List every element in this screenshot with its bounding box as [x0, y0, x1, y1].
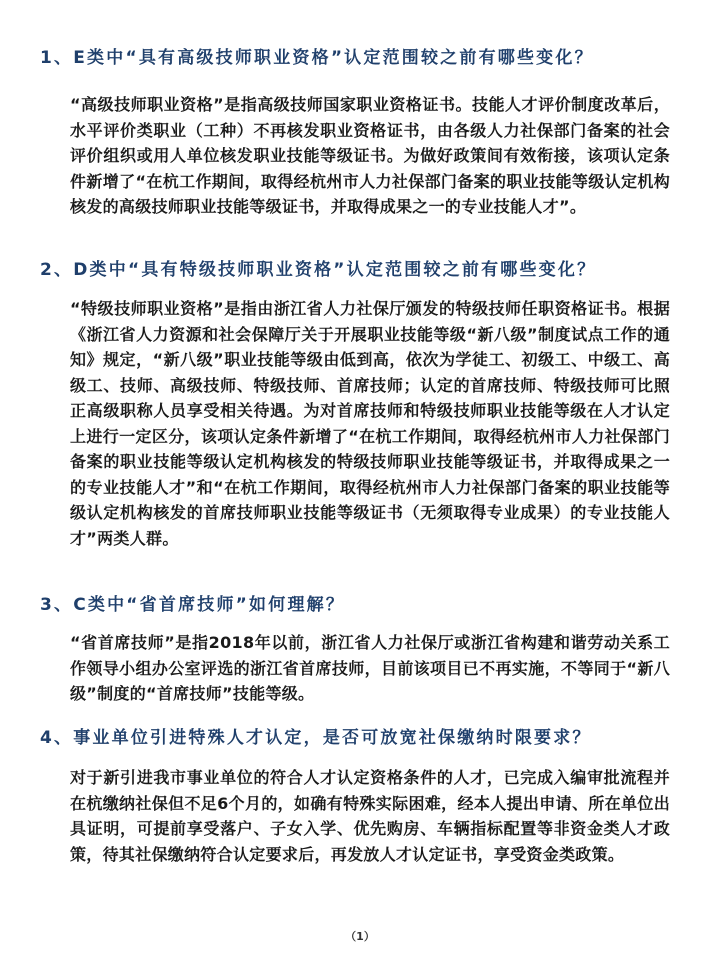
question-3-answer [70, 630, 670, 707]
question-3-title: 3、C类中“省首席技师”如何理解？ [40, 595, 346, 615]
question-4-title: 4、事业单位引进特殊人才认定，是否可放宽社保缴纳时限要求？ [40, 728, 592, 748]
answer-paragraph: “特级技师职业资格”是指由浙江省人力社保厅颁发的特级技师任职资格证书。根据《浙江省人力资源和社会保障厅关于开展职业技能等级“新八级”制度试点工作的通知》规定，“新八级”职业技能等级由低到高，依次为学徒工、初级工、中级工、高级工、技师、高级技师、特级技师、首席技师；认定的首席技师、特级技师可比照正高级职称人员享受相关待遇。为对首席技师和特级技师职业技能等级在人才认定上进行一定区分，该项认定条件新增了“在杭工作期间，取得经杭州市人力社保部门备案的职业技能等级认定机构核发的特级技师职业技能等级证书，并取得成果之一的专业技能人才”和“在杭工作期间，取得经杭州市人力社保部门备案的职业技能等级认定机构核发的首席技师职业技能等级证书（无须取得专业成果）的专业技能人才”两类人群。 [70, 299, 670, 548]
question-2-answer [70, 296, 670, 551]
question-1-title: 1、E类中“具有高级技师职业资格”认定范围较之前有哪些变化？ [40, 48, 594, 68]
answer-paragraph: 对于新引进我市事业单位的符合人才认定资格条件的人才，已完成入编审批流程并在杭缴纳社保但不足6个月的，如确有特殊实际困难，经本人提出申请、所在单位出具证明，可提前享受落户、子女入学、优先购房、车辆指标配置等非资金类人才政策，待其社保缴纳符合认定要求后，再发放人才认定证书，享受资金类政策。 [70, 768, 670, 864]
answer-paragraph: “省首席技师”是指2018年以前，浙江省人力社保厅或浙江省构建和谐劳动关系工作领导小组办公室评选的浙江省首席技师，目前该项目已不再实施，不等同于“新八级”制度的“首席技师”技能等级。 [70, 633, 670, 703]
page-number: （1） [345, 930, 375, 943]
question-2-title: 2、D类中“具有特级技师职业资格”认定范围较之前有哪些变化？ [40, 260, 597, 280]
answer-paragraph: “高级技师职业资格”是指高级技师国家职业资格证书。技能人才评价制度改革后，水平评价类职业（工种）不再核发职业资格证书，由各级人力社保部门备案的社会评价组织或用人单位核发职业技能等级证书。为做好政策间有效衔接，该项认定条件新增了“在杭工作期间，取得经杭州市人力社保部门备案的职业技能等级认定机构核发的高级技师职业技能等级证书，并取得成果之一的专业技能人才”。 [70, 95, 670, 216]
question-4-answer [70, 765, 670, 867]
question-1-answer [70, 92, 670, 220]
